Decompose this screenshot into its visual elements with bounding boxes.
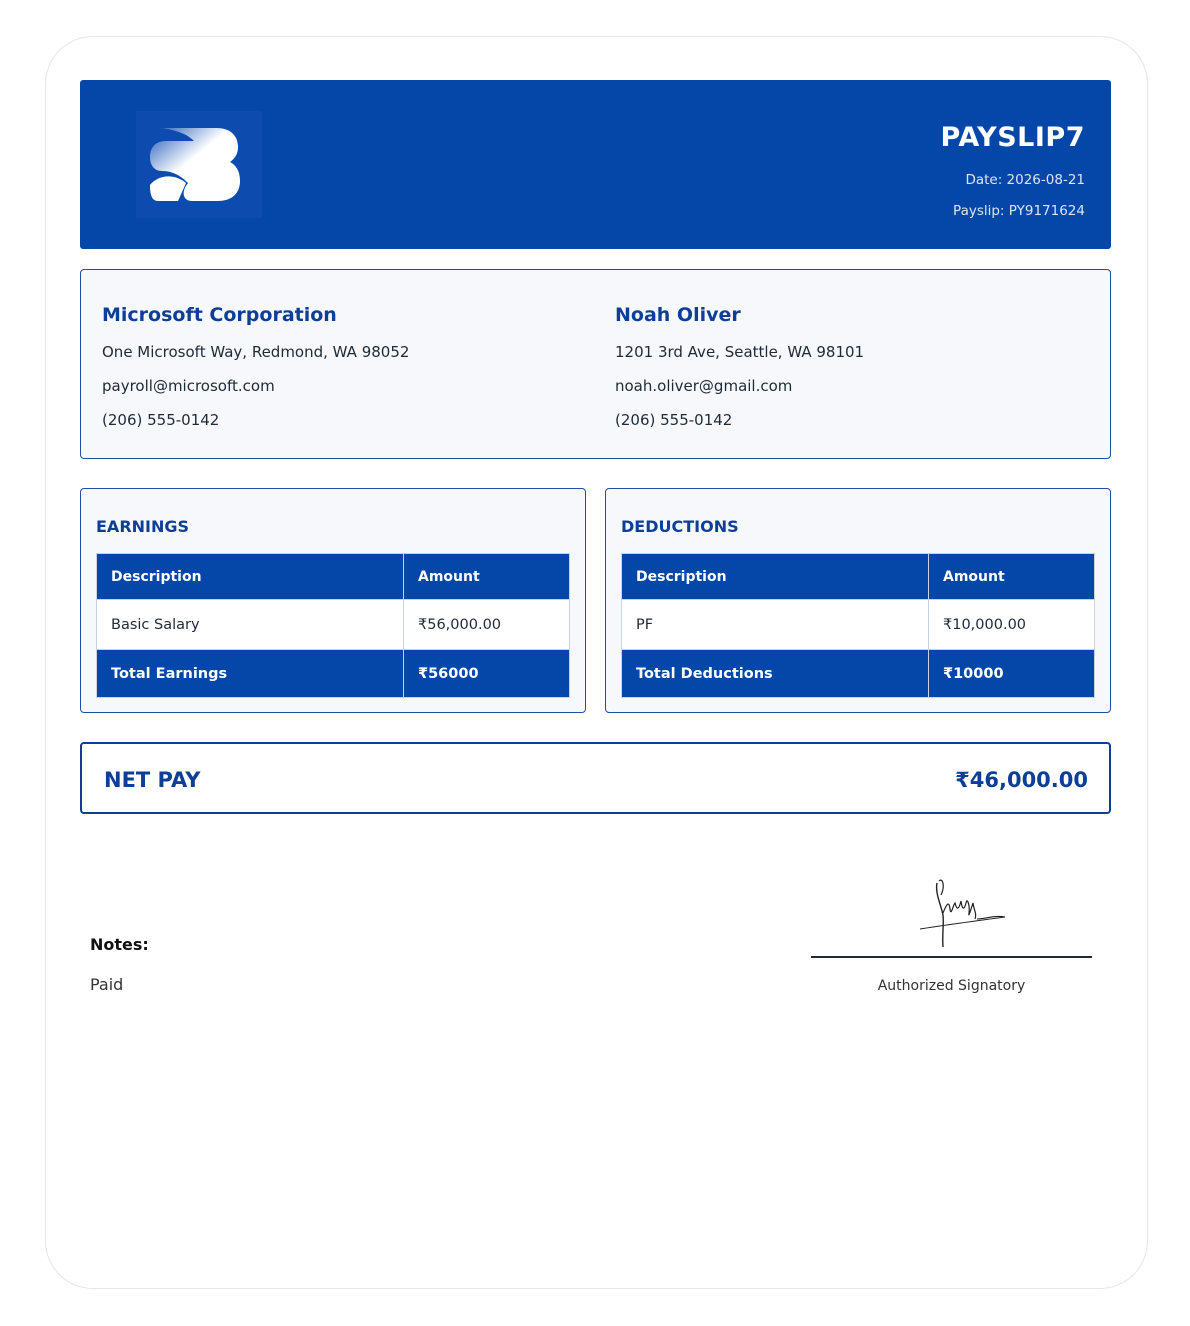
total-deductions-label: Total Deductions	[622, 650, 929, 698]
earning-description: Basic Salary	[97, 600, 404, 650]
employer-email: payroll@microsoft.com	[102, 377, 275, 395]
payslip-header	[80, 80, 1111, 249]
employee-email: noah.oliver@gmail.com	[615, 377, 793, 395]
total-earnings-amount: ₹56000	[404, 650, 570, 698]
total-deductions-amount: ₹10000	[929, 650, 1095, 698]
parties-panel	[80, 269, 1111, 459]
employee-phone: (206) 555-0142	[615, 411, 733, 429]
notes-label: Notes:	[90, 935, 149, 954]
net-pay-label: NET PAY	[104, 768, 201, 792]
table-header-row	[97, 554, 570, 600]
signature-image	[915, 875, 1010, 950]
brand-logo-icon	[148, 125, 248, 205]
employer-name: Microsoft Corporation	[102, 304, 337, 326]
net-pay-panel	[80, 742, 1111, 814]
deduction-description: PF	[622, 600, 929, 650]
table-row	[622, 600, 1095, 650]
net-pay-value: ₹46,000.00	[955, 768, 1088, 792]
table-header-row	[622, 554, 1095, 600]
notes-text: Paid	[90, 975, 124, 994]
signature-label: Authorized Signatory	[877, 978, 1026, 994]
payslip-title: PAYSLIP7	[940, 122, 1085, 153]
column-header-description: Description	[97, 554, 404, 600]
column-header-description: Description	[622, 554, 929, 600]
earning-amount: ₹56,000.00	[404, 600, 570, 650]
payslip-number: Payslip: PY9171624	[953, 203, 1085, 219]
table-row	[97, 600, 570, 650]
deduction-amount: ₹10,000.00	[929, 600, 1095, 650]
employer-phone: (206) 555-0142	[102, 411, 220, 429]
deductions-table	[621, 553, 1095, 698]
employer-address: One Microsoft Way, Redmond, WA 98052	[102, 343, 410, 361]
employee-details	[615, 304, 864, 429]
column-header-amount: Amount	[929, 554, 1095, 600]
employer-details	[102, 304, 409, 429]
signature-line	[811, 956, 1092, 958]
employee-name: Noah Oliver	[615, 304, 741, 326]
column-header-amount: Amount	[404, 554, 570, 600]
deductions-panel	[605, 488, 1111, 713]
earnings-panel	[80, 488, 586, 713]
company-logo	[136, 111, 262, 218]
earnings-table	[96, 553, 570, 698]
total-row	[622, 650, 1095, 698]
payslip-date: Date: 2026-08-21	[965, 172, 1085, 188]
employee-address: 1201 3rd Ave, Seattle, WA 98101	[615, 343, 865, 361]
total-row	[97, 650, 570, 698]
deductions-title: DEDUCTIONS	[621, 517, 739, 536]
earnings-title: EARNINGS	[96, 517, 190, 536]
total-earnings-label: Total Earnings	[97, 650, 404, 698]
